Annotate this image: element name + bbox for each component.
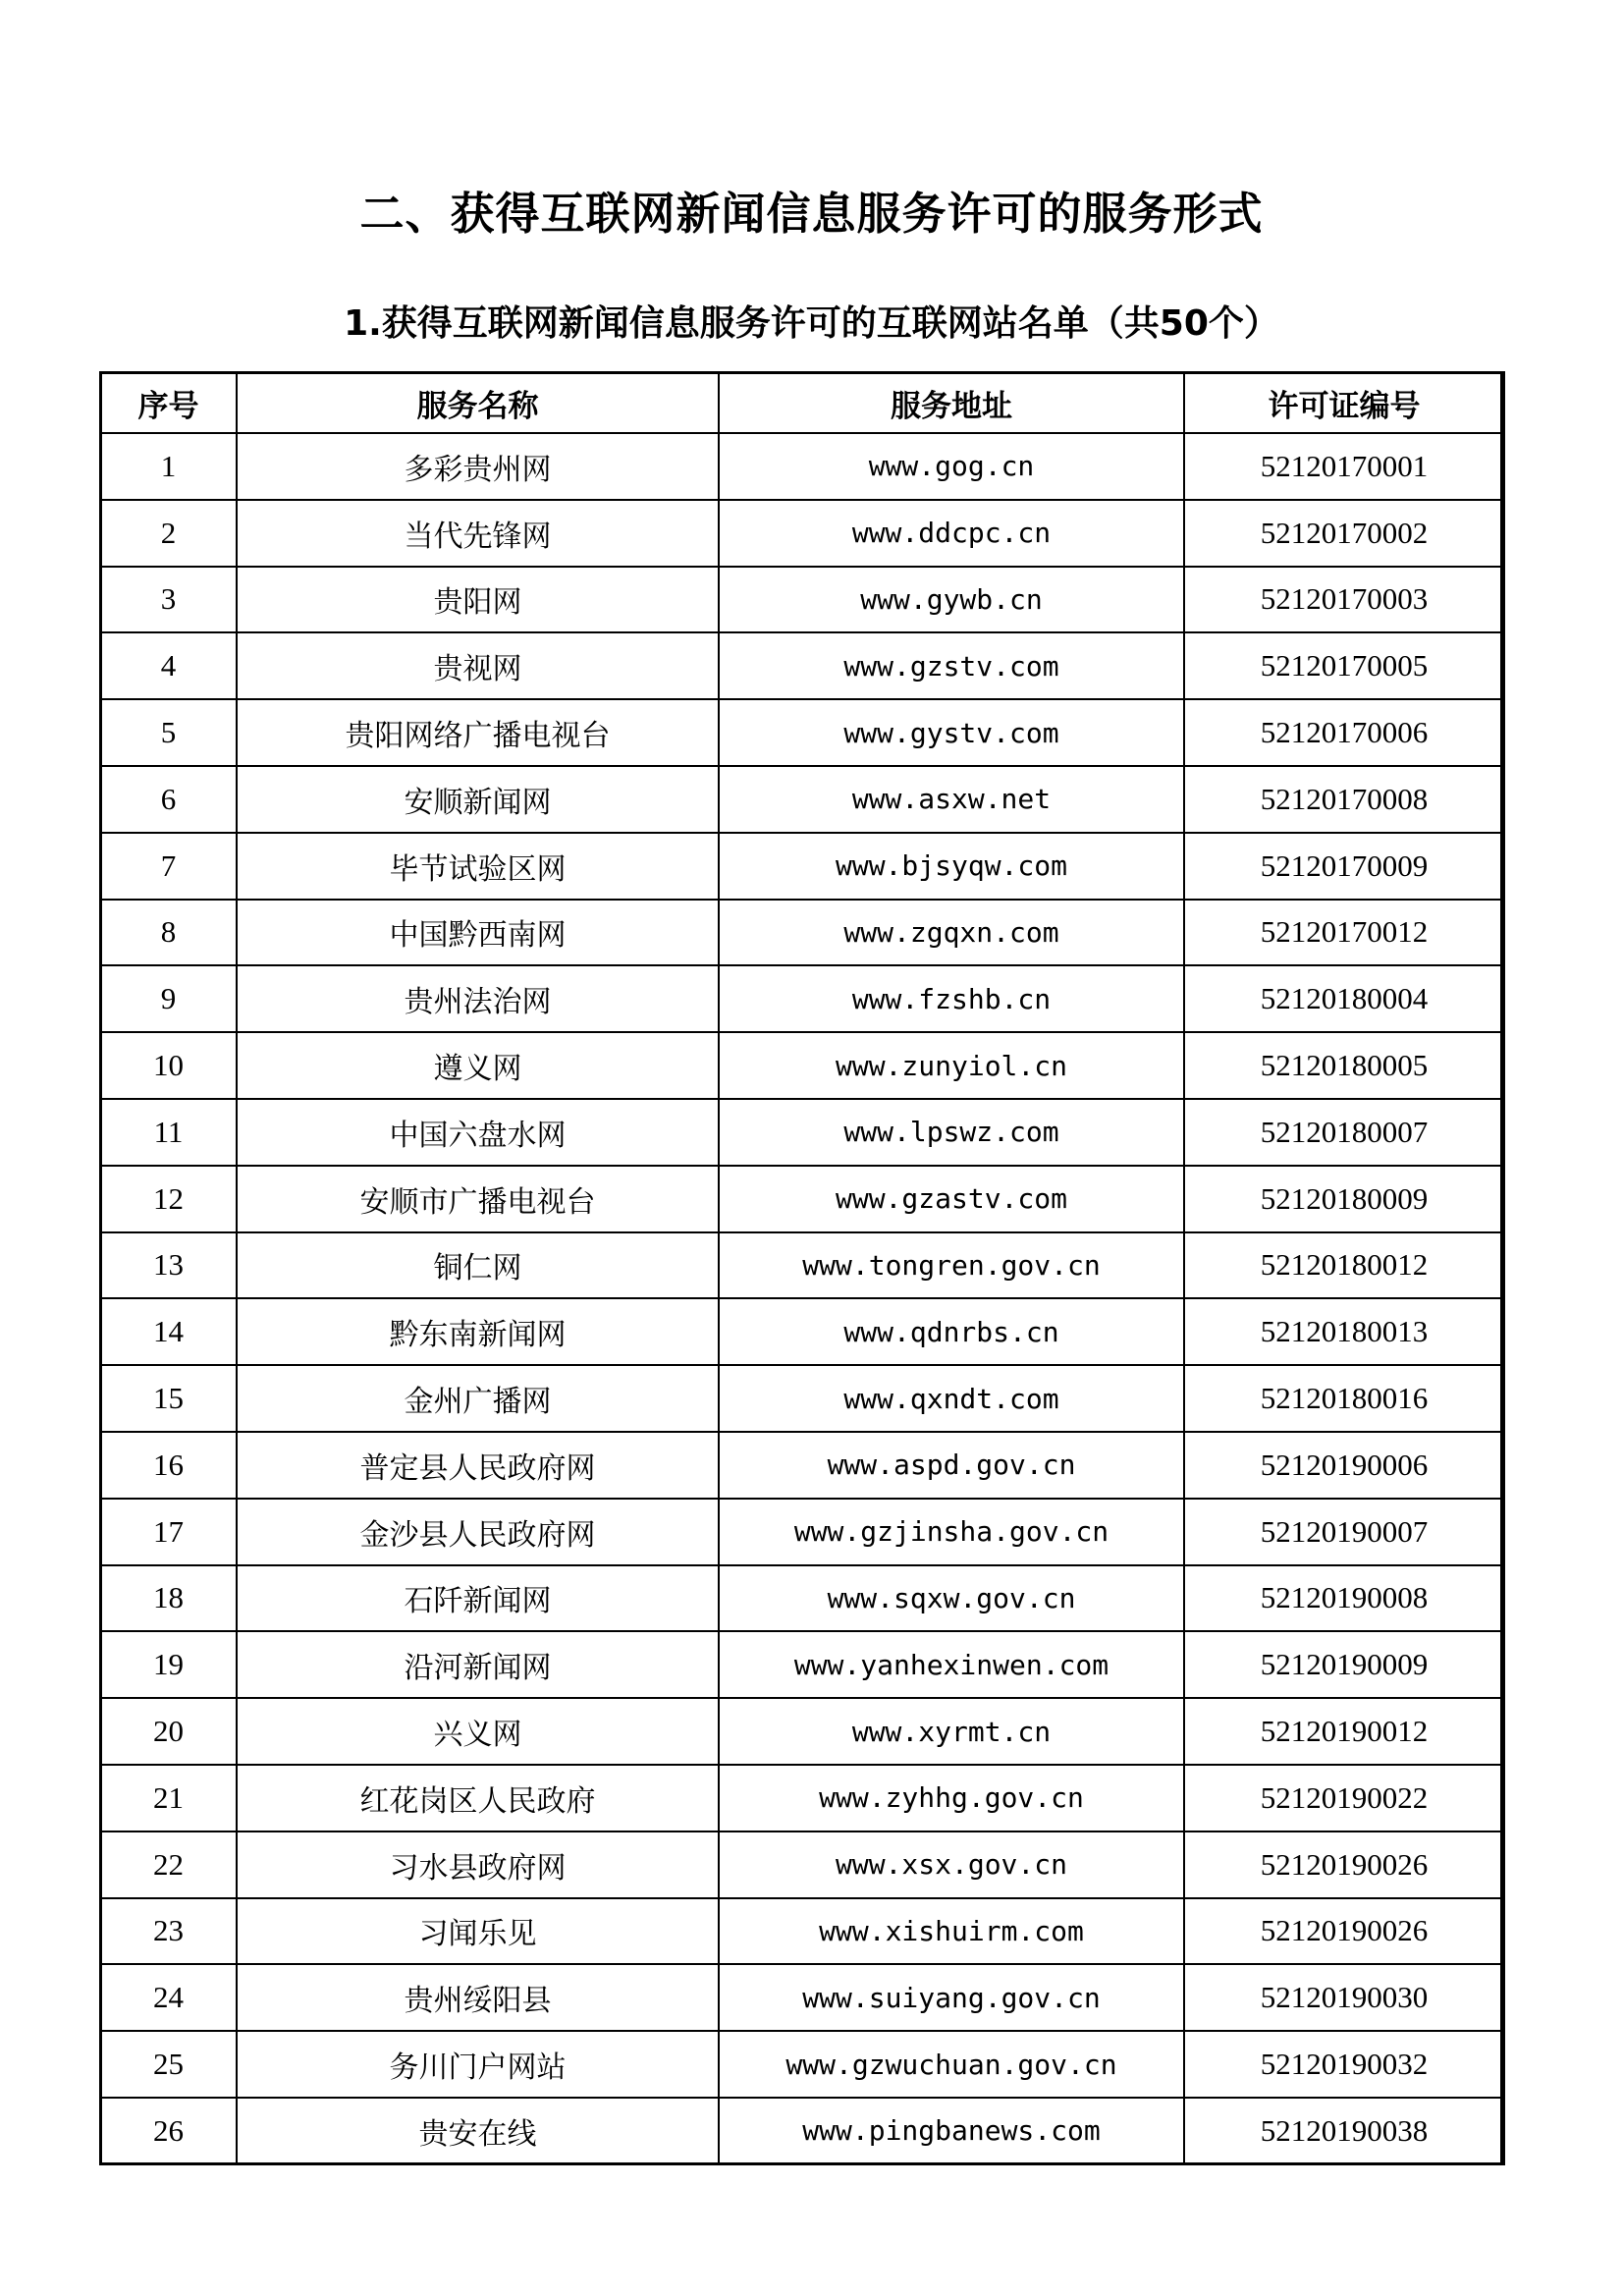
cell-service-address: www.suiyang.gov.cn [719,1964,1184,2031]
cell-service-address: www.ddcpc.cn [719,500,1184,567]
table-row [100,1698,1504,1765]
cell-service-address: www.zyhhg.gov.cn [719,1765,1184,1831]
cell-license-number: 52120170008 [1184,766,1504,833]
cell-service-address: www.qdnrbs.cn [719,1298,1184,1365]
cell-license-number: 52120170009 [1184,833,1504,900]
table-row [100,965,1504,1032]
cell-service-name: 多彩贵州网 [237,433,719,500]
cell-service-address: www.yanhexinwen.com [719,1631,1184,1698]
cell-license-number: 52120180004 [1184,965,1504,1032]
cell-service-name: 务川门户网站 [237,2031,719,2098]
cell-service-name: 安顺市广播电视台 [237,1166,719,1232]
cell-license-number: 52120190032 [1184,2031,1504,2098]
cell-service-name: 贵阳网络广播电视台 [237,699,719,766]
cell-service-name: 习水县政府网 [237,1831,719,1898]
cell-service-name: 沿河新闻网 [237,1631,719,1698]
table-header-row [100,372,1504,433]
header-service-name: 服务名称 [237,372,719,433]
table-row [100,567,1504,633]
table-body [100,433,1504,2164]
cell-service-address: www.xishuirm.com [719,1898,1184,1965]
cell-license-number: 52120170005 [1184,632,1504,699]
cell-service-address: www.gzjinsha.gov.cn [719,1499,1184,1565]
cell-service-name: 中国六盘水网 [237,1099,719,1166]
header-seq: 序号 [100,372,237,433]
cell-service-address: www.gystv.com [719,699,1184,766]
cell-service-name: 红花岗区人民政府 [237,1765,719,1831]
cell-service-name: 石阡新闻网 [237,1565,719,1632]
cell-license-number: 52120190009 [1184,1631,1504,1698]
cell-service-address: www.fzshb.cn [719,965,1184,1032]
table-row [100,1365,1504,1432]
cell-seq: 6 [100,766,237,833]
cell-service-address: www.gywb.cn [719,567,1184,633]
table-row [100,833,1504,900]
table-row [100,2098,1504,2164]
cell-license-number: 52120180007 [1184,1099,1504,1166]
cell-seq: 7 [100,833,237,900]
section-title: 1.获得互联网新闻信息服务许可的互联网站名单（共50个） [344,303,1279,344]
table-row [100,1765,1504,1831]
cell-service-address: www.aspd.gov.cn [719,1432,1184,1499]
cell-service-name: 贵阳网 [237,567,719,633]
cell-seq: 10 [100,1032,237,1099]
cell-seq: 8 [100,900,237,966]
table-row [100,1831,1504,1898]
cell-service-name: 贵安在线 [237,2098,719,2164]
cell-service-name: 习闻乐见 [237,1898,719,1965]
cell-service-name: 普定县人民政府网 [237,1432,719,1499]
cell-service-address: www.xyrmt.cn [719,1698,1184,1765]
page-title: 二、获得互联网新闻信息服务许可的服务形式 [359,188,1264,240]
cell-service-address: www.gzastv.com [719,1166,1184,1232]
cell-license-number: 52120170006 [1184,699,1504,766]
table-row [100,1499,1504,1565]
cell-service-name: 安顺新闻网 [237,766,719,833]
table-row [100,2031,1504,2098]
cell-service-address: www.lpswz.com [719,1099,1184,1166]
cell-service-name: 贵州法治网 [237,965,719,1032]
cell-service-name: 当代先锋网 [237,500,719,567]
cell-service-address: www.sqxw.gov.cn [719,1565,1184,1632]
table-row [100,1099,1504,1166]
cell-license-number: 52120190012 [1184,1698,1504,1765]
cell-seq: 9 [100,965,237,1032]
cell-service-address: www.bjsyqw.com [719,833,1184,900]
table-row [100,1565,1504,1632]
cell-service-address: www.zgqxn.com [719,900,1184,966]
cell-seq: 20 [100,1698,237,1765]
cell-seq: 21 [100,1765,237,1831]
cell-seq: 14 [100,1298,237,1365]
cell-seq: 17 [100,1499,237,1565]
table-row [100,1232,1504,1299]
table-row [100,900,1504,966]
cell-seq: 1 [100,433,237,500]
cell-service-name: 金州广播网 [237,1365,719,1432]
cell-seq: 24 [100,1964,237,2031]
header-license-number: 许可证编号 [1184,372,1504,433]
cell-seq: 2 [100,500,237,567]
table-row [100,632,1504,699]
cell-service-name: 遵义网 [237,1032,719,1099]
cell-seq: 23 [100,1898,237,1965]
table-row [100,1032,1504,1099]
cell-license-number: 52120190008 [1184,1565,1504,1632]
cell-license-number: 52120190026 [1184,1898,1504,1965]
cell-seq: 12 [100,1166,237,1232]
license-table [99,371,1505,2165]
cell-seq: 16 [100,1432,237,1499]
cell-seq: 4 [100,632,237,699]
license-table-container [99,371,1503,2165]
cell-license-number: 52120190006 [1184,1432,1504,1499]
cell-seq: 13 [100,1232,237,1299]
cell-service-address: www.gog.cn [719,433,1184,500]
cell-service-address: www.zunyiol.cn [719,1032,1184,1099]
cell-service-name: 中国黔西南网 [237,900,719,966]
cell-license-number: 52120180005 [1184,1032,1504,1099]
cell-service-name: 黔东南新闻网 [237,1298,719,1365]
cell-license-number: 52120180012 [1184,1232,1504,1299]
header-service-address: 服务地址 [719,372,1184,433]
cell-license-number: 52120180016 [1184,1365,1504,1432]
cell-service-name: 毕节试验区网 [237,833,719,900]
cell-license-number: 52120190022 [1184,1765,1504,1831]
cell-license-number: 52120180013 [1184,1298,1504,1365]
cell-service-address: www.qxndt.com [719,1365,1184,1432]
table-row [100,1166,1504,1232]
table-row [100,766,1504,833]
cell-seq: 25 [100,2031,237,2098]
cell-service-name: 贵视网 [237,632,719,699]
cell-service-name: 兴义网 [237,1698,719,1765]
cell-seq: 19 [100,1631,237,1698]
table-row [100,1898,1504,1965]
cell-service-address: www.asxw.net [719,766,1184,833]
cell-service-name: 铜仁网 [237,1232,719,1299]
cell-license-number: 52120170002 [1184,500,1504,567]
cell-seq: 11 [100,1099,237,1166]
cell-license-number: 52120190038 [1184,2098,1504,2164]
table-row [100,433,1504,500]
cell-service-address: www.gzstv.com [719,632,1184,699]
cell-license-number: 52120190007 [1184,1499,1504,1565]
cell-seq: 3 [100,567,237,633]
table-row [100,699,1504,766]
cell-service-address: www.gzwuchuan.gov.cn [719,2031,1184,2098]
cell-service-address: www.pingbanews.com [719,2098,1184,2164]
table-row [100,1631,1504,1698]
cell-license-number: 52120180009 [1184,1166,1504,1232]
table-row [100,1432,1504,1499]
cell-license-number: 52120170003 [1184,567,1504,633]
table-row [100,1964,1504,2031]
cell-license-number: 52120190030 [1184,1964,1504,2031]
cell-license-number: 52120170001 [1184,433,1504,500]
cell-service-address: www.tongren.gov.cn [719,1232,1184,1299]
table-row [100,500,1504,567]
cell-license-number: 52120190026 [1184,1831,1504,1898]
table-row [100,1298,1504,1365]
cell-service-name: 金沙县人民政府网 [237,1499,719,1565]
cell-seq: 15 [100,1365,237,1432]
cell-seq: 18 [100,1565,237,1632]
cell-seq: 22 [100,1831,237,1898]
cell-seq: 5 [100,699,237,766]
cell-service-name: 贵州绥阳县 [237,1964,719,2031]
cell-seq: 26 [100,2098,237,2164]
cell-service-address: www.xsx.gov.cn [719,1831,1184,1898]
cell-license-number: 52120170012 [1184,900,1504,966]
